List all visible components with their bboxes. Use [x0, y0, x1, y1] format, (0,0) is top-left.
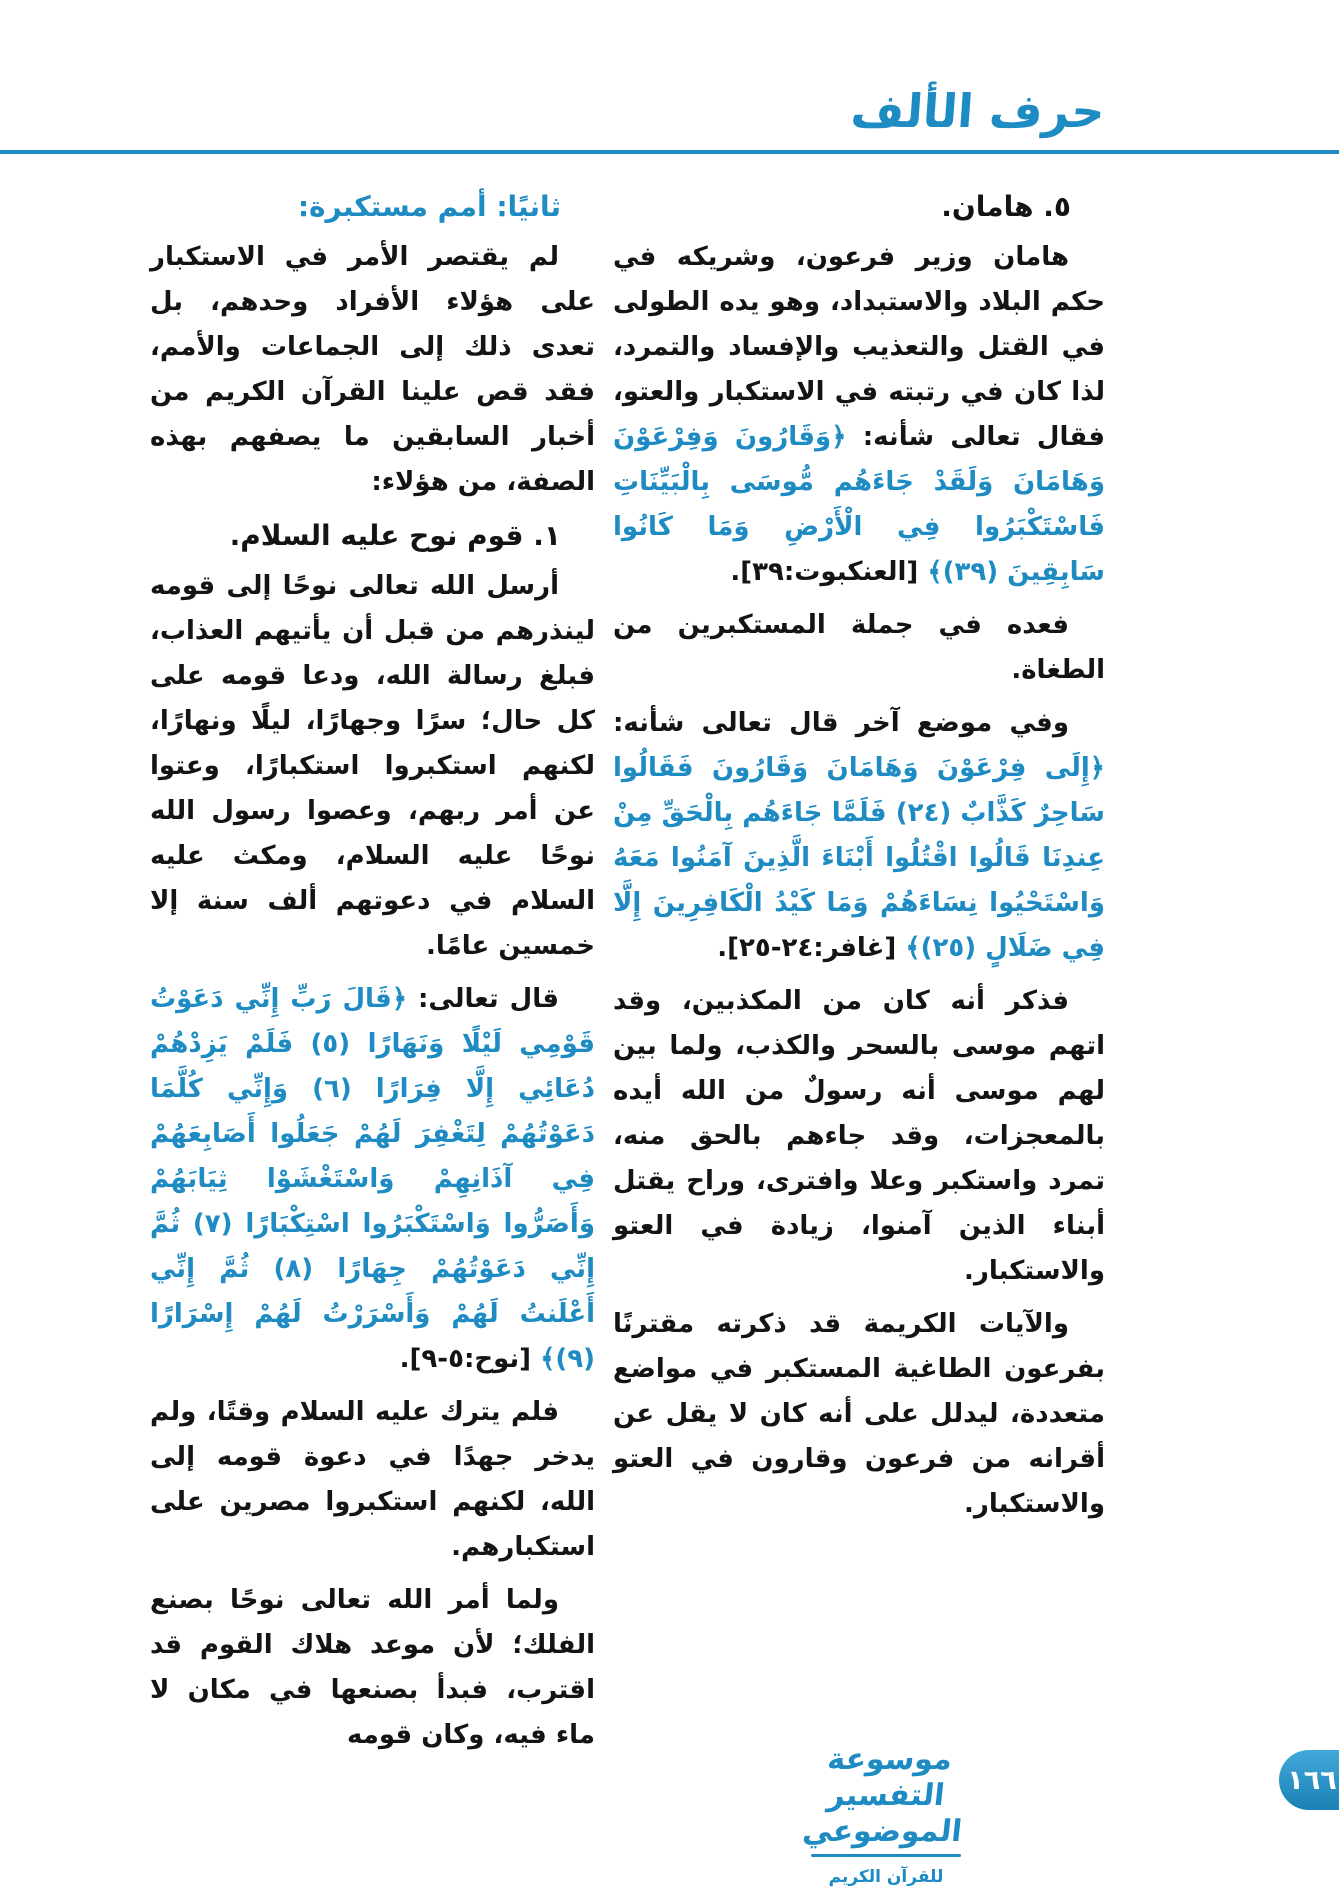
body-text: هامان وزير فرعون، وشريكه في حكم البلاد والاستبداد، وهو يده الطولى في القتل والتعذيب والإفساد والتمرد، لذا كان في رتبته في الاستكبار والعتو، فقال تعالى شأنه:: [613, 242, 1105, 452]
body-text: فلم يترك عليه السلام وقتًا، ولم يدخر جهدًا في دعوة قومه إلى الله، لكنهم استكبروا مصرين على استكبارهم.: [150, 1397, 595, 1562]
page-number-badge: [1279, 1750, 1339, 1810]
subsection-heading-people-of-nuh: ١. قوم نوح عليه السلام.: [229, 519, 561, 552]
paragraph: [613, 979, 1105, 1294]
quran-verse: ﴿وَقَارُونَ وَفِرْعَوْنَ وَهَامَانَ وَلَقَدْ جَاءَهُم مُّوسَى بِالْبَيِّنَاتِ فَاسْتَكْبَرُوا فِي الْأَرْضِ وَمَا كَانُوا سَابِقِينَ (٣٩)﴾: [613, 422, 1105, 587]
paragraph: [150, 1390, 595, 1570]
paragraph: [613, 235, 1105, 595]
quran-verse: ﴿إِلَى فِرْعَوْنَ وَهَامَانَ وَقَارُونَ فَقَالُوا سَاحِرٌ كَذَّابٌ (٢٤) فَلَمَّا جَاءَهُم بِالْحَقِّ مِنْ عِندِنَا قَالُوا اقْتُلُوا أَبْنَاءَ الَّذِينَ آمَنُوا مَعَهُ وَاسْتَحْيُوا نِسَاءَهُمْ وَمَا كَيْدُ الْكَافِرِينَ إِلَّا فِي ضَلَالٍ (٢٥)﴾: [613, 753, 1105, 963]
paragraph: [150, 564, 595, 969]
publisher-logo-title: موسوعة التفسير الموضوعي: [800, 1742, 964, 1849]
quran-verse: ﴿قَالَ رَبِّ إِنِّي دَعَوْتُ قَوْمِي لَيْلًا وَنَهَارًا (٥) فَلَمْ يَزِدْهُمْ دُعَائِي إِلَّا فِرَارًا (٦) وَإِنِّي كُلَّمَا دَعَوْتُهُمْ لِتَغْفِرَ لَهُمْ جَعَلُوا أَصَابِعَهُمْ فِي آذَانِهِمْ وَاسْتَغْشَوْا ثِيَابَهُمْ وَأَصَرُّوا وَاسْتَكْبَرُوا اسْتِكْبَارًا (٧) ثُمَّ إِنِّي دَعَوْتُهُمْ جِهَارًا (٨) ثُمَّ إِنِّي أَعْلَنتُ لَهُمْ وَأَسْرَرْتُ لَهُمْ إِسْرَارًا (٩)﴾: [150, 984, 596, 1374]
section-heading-haman: ٥. هامان.: [941, 190, 1071, 223]
paragraph: [613, 1302, 1105, 1527]
page-number: ١٦٦: [1287, 1764, 1337, 1796]
section-heading-arrogant-nations: ثانيًا: أمم مستكبرة:: [297, 190, 561, 223]
verse-reference: [نوح:٥-٩].: [399, 1344, 532, 1374]
body-text: ولما أمر الله تعالى نوحًا بصنع الفلك؛ لأن موعد هلاك القوم قد اقترب، فبدأ بصنعها في مكان لا ماء فيه، وكان قومه: [150, 1585, 595, 1750]
verse-reference: [العنكبوت:٣٩].: [730, 557, 919, 587]
paragraph: [613, 603, 1105, 693]
body-text: أرسل الله تعالى نوحًا إلى قومه لينذرهم من قبل أن يأتيهم العذاب، فبلغ رسالة الله، ودعا قومه على كل حال؛ سرًا وجهارًا، ليلًا ونهارًا، لكنهم استكبروا استكبارًا، وعتوا عن أمر ربهم، وعصوا رسول الله نوحًا عليه السلام، ومكث عليه السلام في دعوتهم ألف سنة إلا خمسين عامًا.: [150, 571, 595, 961]
paragraph: [150, 235, 595, 505]
body-text: فذكر أنه كان من المكذبين، وقد اتهم موسى بالسحر والكذب، ولما بين لهم موسى أنه رسولٌ من الله أيده بالمعجزات، وقد جاءهم بالحق منه، تمرد واستكبر وعلا وافترى، وراح يقتل أبناء الذين آمنوا، زيادة في العتو والاستكبار.: [613, 986, 1105, 1286]
publisher-logo-subtitle: للقرآن الكريم: [828, 1867, 944, 1887]
publisher-logo: [761, 1742, 1011, 1889]
body-text: فعده في جملة المستكبرين من الطغاة.: [613, 610, 1105, 685]
body-text: لم يقتصر الأمر في الاستكبار على هؤلاء الأفراد وحدهم، بل تعدى ذلك إلى الجماعات والأمم، فقد قص علينا القرآن الكريم من أخبار السابقين ما يصفهم بهذه الصفة، من هؤلاء:: [150, 242, 595, 497]
page-title: حرف الألف: [849, 84, 1107, 138]
verse-reference: [غافر:٢٤-٢٥].: [717, 933, 897, 963]
paragraph: [150, 1578, 595, 1758]
right-column: [613, 182, 1105, 1535]
left-column: [150, 182, 595, 1766]
body-text: قال تعالى:: [418, 984, 559, 1014]
page-content: [150, 182, 1105, 1766]
paragraph: [150, 977, 595, 1382]
paragraph: [613, 701, 1105, 971]
body-text: وفي موضع آخر قال تعالى شأنه:: [613, 708, 1069, 738]
header-divider: [0, 150, 1339, 154]
logo-flourish: [811, 1854, 961, 1857]
body-text: والآيات الكريمة قد ذكرته مقترنًا بفرعون الطاغية المستكبر في مواضع متعددة، ليدلل على أنه كان لا يقل عن أقرانه من فرعون وقارون في العتو والاستكبار.: [613, 1309, 1105, 1519]
